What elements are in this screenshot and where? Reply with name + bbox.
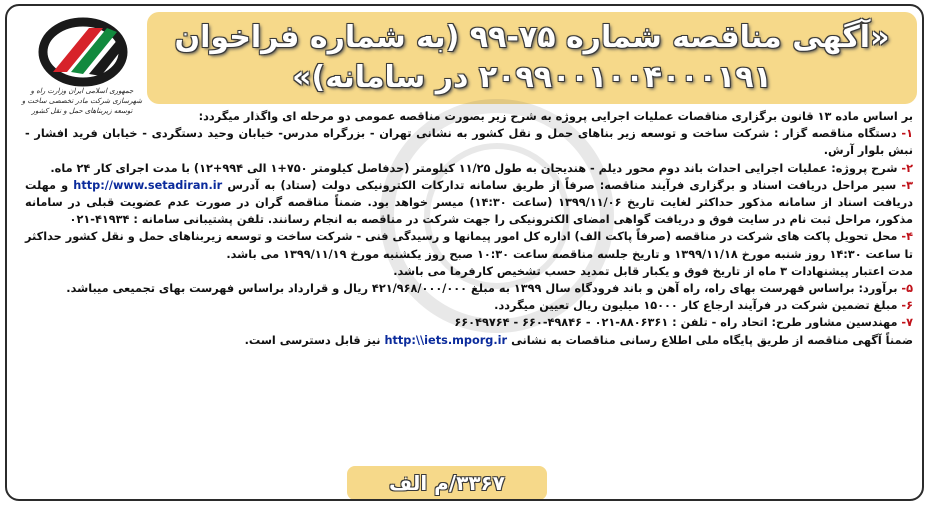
item-1-text: دستگاه مناقصه گزار : شرکت ساخت و توسعه زیر بناهای حمل و نقل کشور به نشانی تهران - بزرگراه مدرس- خیابان وحید دستگردی - خیابان فرید افشار - نبش بلوار آرش.	[25, 127, 913, 158]
iets-link[interactable]: http:\\iets.mporg.ir	[384, 333, 508, 347]
item-6	[25, 297, 913, 314]
title-line-1: «آگهی مناقصه شماره ۷۵-۹۹ (به شماره فراخوان	[174, 20, 890, 55]
item-2-text: شرح پروژه: عملیات اجرایی احداث باند دوم محور دیلم - هندیجان به طول ۱۱/۲۵ کیلومتر (حدفاصل کیلومتر ۷۵۰+۱ الی ۹۹۴+۱۲) با مدت اجرای کار ۲۴ ماه.	[50, 161, 898, 175]
intro-text: بر اساس ماده ۱۳ قانون برگزاری مناقصات عملیات اجرایی پروژه به شرح زیر بصورت مناقصه عمومی دو مرحله ای واگذار میگردد:	[198, 110, 913, 123]
item-6-text: مبلغ تضمین شرکت در فرآیند ارجاع کار ۱۵۰۰۰ میلیون ریال تعیین میگردد.	[494, 299, 898, 313]
item-7	[25, 314, 913, 331]
item-3-number: ۳-	[901, 178, 913, 192]
page-title	[157, 18, 907, 98]
ad-body	[25, 108, 913, 349]
final-text-a: ضمناً آگهی مناقصه از طریق پایگاه ملی اطلاع رسانی مناقصات به نشانی	[511, 333, 913, 347]
item-5	[25, 280, 913, 297]
final-text-b: نیز قابل دسترسی است.	[244, 333, 381, 347]
logo-caption: جمهوری اسلامی ایران وزارت راه و شهرسازی شرکت مادر تخصصی ساخت و توسعه زیربناهای حمل و نقل کشور	[21, 87, 143, 115]
item-5-number: ۵-	[901, 282, 913, 296]
logo-icon	[19, 14, 147, 90]
item-5-text: برآورد: براساس فهرست بهای راه، راه آهن و باند فرودگاه سال ۱۳۹۹ به مبلغ ۴۲۱/۹۶۸/۰۰۰/۰۰۰ ریال و قرارداد براساس فهرست بهای تجمیعی میباشد.	[66, 282, 898, 296]
item-4-text: محل تحویل پاکت های شرکت در مناقصه (صرفاً پاکت الف) اداره کل امور پیمانها و رسیدگی فنی - شرکت ساخت و توسعه زیربناهای حمل و نقل کشور حداکثر تا ساعت ۱۴:۳۰ روز شنبه مورخ ۱۳۹۹/۱۱/۱۸ و تاریخ جلسه مناقصه ساعت ۱۰:۳۰ صبح روز یکشنبه مورخ ۱۳۹۹/۱۱/۱۹ می باشد.	[25, 230, 913, 261]
final-note	[25, 332, 913, 349]
ad-frame	[5, 4, 924, 501]
item-4	[25, 228, 913, 262]
validity-text: مدت اعتبار پیشنهادات ۳ ماه از تاریخ فوق و یکبار قابل تمدید حسب تشخیص کارفرما می باشد.	[393, 264, 913, 278]
item-1-number: ۱-	[901, 127, 914, 141]
title-line-2: ۲۰۹۹۰۰۱۰۰۴۰۰۰۱۹۱ در سامانه)»	[292, 60, 772, 95]
setad-link[interactable]: http://www.setadiran.ir	[73, 178, 223, 192]
item-2-number: ۲-	[901, 161, 913, 175]
item-7-number: ۷-	[901, 316, 913, 330]
item-3-text-b: و مهلت دریافت اسناد از سامانه مذکور حداکثر لغایت تاریخ ۱۳۹۹/۱۱/۰۶ (ساعت ۱۴:۳۰) میسر خواهد بود. ضمناً مناقصه گران در صورت عدم عضویت قبلی در سامانه مذکور، مراحل ثبت نام در سایت فوق و دریافت گواهی امضای الکترونیکی را جهت شرکت در مناقصه به انجام رسانند. تلفن پشتیبانی سامانه : ۴۱۹۳۴-۰۲۱	[25, 178, 914, 227]
item-4-number: ۴-	[901, 230, 914, 244]
item-2	[25, 160, 913, 177]
ad-code: ۳۳۶۷/م الف	[389, 471, 505, 495]
item-7-text: مهندسین مشاور طرح: اتحاد راه - تلفن : ۸۸۰۶۳۶۱-۰۲۱ - ۴۹۸۴۶-۶۶۰ - ۶۶۰۴۹۷۶۴	[454, 316, 898, 330]
item-6-number: ۶-	[901, 299, 913, 313]
item-3-text-a: سیر مراحل دریافت اسناد و برگزاری فرآیند مناقصه: صرفاً از طریق سامانه تدارکات الکترونیکی دولت (ستاد) به آدرس	[227, 178, 897, 192]
item-3	[25, 177, 913, 229]
item-1	[25, 125, 913, 159]
